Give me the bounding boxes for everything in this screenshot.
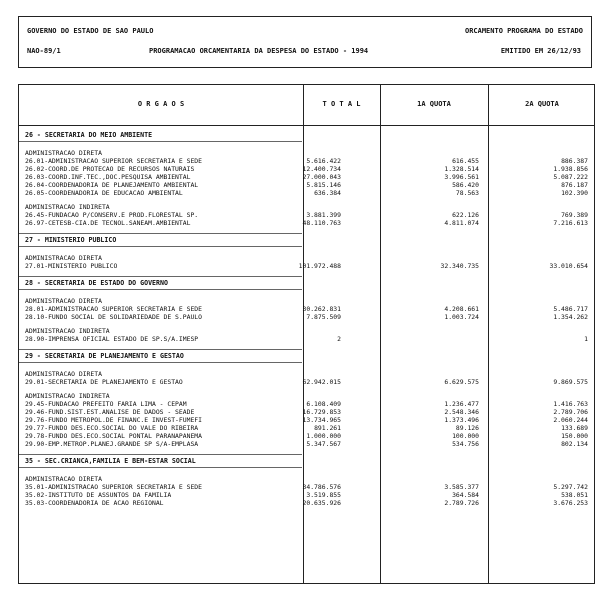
row-quota1: 3.996.561 — [444, 173, 479, 181]
group-label-text: ADMINISTRACAO INDIRETA — [25, 327, 110, 335]
row-name: 28.90-IMPRENSA OFICIAL ESTADO DE SP.S/A.IMESP — [25, 335, 199, 343]
row-name: 26.01-ADMINISTRACAO SUPERIOR SECRETARIA E SEDE — [25, 157, 202, 165]
row-quota2: 769.389 — [561, 211, 588, 219]
row-quota1: 4.811.074 — [444, 219, 479, 227]
row-name: 35.02-INSTITUTO DE ASSUNTOS DA FAMILIA — [25, 491, 172, 499]
row-name: 26.05-COORDENADORIA DE EDUCACAO AMBIENTAL — [25, 189, 183, 197]
row-total: 12.400.734 — [302, 165, 341, 173]
row-quota2: 3.676.253 — [553, 499, 588, 507]
row-total: 27.000.043 — [302, 173, 341, 181]
row-quota2: 876.187 — [561, 181, 588, 189]
row-quota1: 4.208.661 — [444, 305, 479, 313]
budget-table — [18, 84, 595, 584]
column-header-orgaos: O R G A O S — [137, 100, 185, 108]
row-quota2: 2.789.706 — [553, 408, 588, 416]
row-total: 636.384 — [314, 189, 341, 197]
row-quota2: 7.216.613 — [553, 219, 588, 227]
row-total: 7.875.509 — [306, 313, 341, 321]
section-title: 29 - SECRETARIA DE PLANEJAMENTO E GESTAO — [25, 352, 184, 360]
section-divider — [19, 467, 302, 468]
section-title: 26 - SECRETARIA DO MEIO AMBIENTE — [25, 131, 153, 139]
group-label-text: ADMINISTRACAO DIRETA — [25, 370, 102, 378]
section-divider — [19, 362, 302, 363]
row-name: 28.01-ADMINISTRACAO SUPERIOR SECRETARIA E SEDE — [25, 305, 202, 313]
group-label-text: ADMINISTRACAO DIRETA — [25, 254, 102, 262]
row-total: 16.729.853 — [302, 408, 341, 416]
row-total: 48.110.763 — [302, 219, 341, 227]
row-name: 29.46-FUND.SIST.EST.ANALISE DE DADOS - SEADE — [25, 408, 195, 416]
row-quota1: 78.563 — [455, 189, 479, 197]
row-quota1: 2.548.346 — [444, 408, 479, 416]
column-header-total: T O T A L — [322, 100, 361, 108]
row-total: 62.942.015 — [302, 378, 341, 386]
table-row — [19, 313, 594, 322]
row-quota2: 1.354.262 — [553, 313, 588, 321]
row-name: 27.01-MINISTERIO PUBLICO — [25, 262, 118, 270]
row-quota1: 1.236.477 — [444, 400, 479, 408]
budget-title: ORCAMENTO PROGRAMA DO ESTADO — [464, 27, 583, 35]
group-label-text: ADMINISTRACAO INDIRETA — [25, 203, 110, 211]
row-total: 2 — [337, 335, 341, 343]
row-total: 3.881.399 — [306, 211, 341, 219]
row-quota1: 616.455 — [452, 157, 479, 165]
row-name: 29.77-FUNDO DES.ECO.SOCIAL DO VALE DO RIBEIRA — [25, 424, 199, 432]
row-quota2: 33.010.654 — [549, 262, 588, 270]
table-row — [19, 189, 594, 198]
row-name: 29.01-SECRETARIA DE PLANEJAMENTO E GESTAO — [25, 378, 183, 386]
row-total: 891.261 — [314, 424, 341, 432]
section-divider — [19, 276, 302, 277]
row-total: 30.262.831 — [302, 305, 341, 313]
row-quota1: 364.584 — [452, 491, 479, 499]
section-title: 27 - MINISTERIO PUBLICO — [25, 236, 117, 244]
row-quota1: 2.789.726 — [444, 499, 479, 507]
section-divider — [19, 246, 302, 247]
header-divider — [19, 125, 594, 126]
row-quota2: 802.134 — [561, 440, 588, 448]
row-total: 13.734.965 — [302, 416, 341, 424]
government-title: GOVERNO DO ESTADO DE SAO PAULO — [27, 27, 154, 35]
row-quota2: 9.869.575 — [553, 378, 588, 386]
row-quota2: 133.689 — [561, 424, 588, 432]
row-total: 6.108.409 — [306, 400, 341, 408]
section-title: 35 - SEC.CRIANCA,FAMILIA E BEM-ESTAR SOCIAL — [25, 457, 196, 465]
table-row — [19, 378, 594, 387]
row-quota1: 586.420 — [452, 181, 479, 189]
row-total: 34.786.576 — [302, 483, 341, 491]
row-quota2: 5.297.742 — [553, 483, 588, 491]
table-row — [19, 335, 594, 344]
row-name: 28.10-FUNDO SOCIAL DE SOLIDARIEDADE DE S.PAULO — [25, 313, 202, 321]
section-divider — [19, 349, 302, 350]
row-quota1: 6.629.575 — [444, 378, 479, 386]
column-header-quota2: 2A QUOTA — [525, 100, 559, 108]
row-quota1: 100.000 — [452, 432, 479, 440]
row-quota1: 32.340.735 — [440, 262, 479, 270]
row-quota1: 1.373.496 — [444, 416, 479, 424]
row-name: 26.04-COORDENADORIA DE PLANEJAMENTO AMBIENTAL — [25, 181, 199, 189]
row-quota1: 89.126 — [455, 424, 479, 432]
row-name: 29.78-FUNDO DES.ECO.SOCIAL PONTAL PARANAPANEMA — [25, 432, 202, 440]
row-name: 35.01-ADMINISTRACAO SUPERIOR SECRETARIA E SEDE — [25, 483, 202, 491]
row-name: 26.97-CETESB-CIA.DE TECNOL.SANEAM.AMBIENTAL — [25, 219, 191, 227]
row-quota1: 1.003.724 — [444, 313, 479, 321]
row-total: 20.635.926 — [302, 499, 341, 507]
group-label-text: ADMINISTRACAO INDIRETA — [25, 392, 110, 400]
report-header — [18, 16, 592, 68]
row-quota1: 622.126 — [452, 211, 479, 219]
row-total: 101.972.488 — [298, 262, 341, 270]
group-label-text: ADMINISTRACAO DIRETA — [25, 149, 102, 157]
report-code: NAO-89/1 — [27, 47, 61, 55]
table-row — [19, 440, 594, 449]
row-quota2: 2.060.244 — [553, 416, 588, 424]
table-row — [19, 219, 594, 228]
table-row — [19, 262, 594, 271]
section-title: 28 - SECRETARIA DE ESTADO DO GOVERNO — [25, 279, 168, 287]
row-quota1: 3.585.377 — [444, 483, 479, 491]
row-name: 26.45-FUNDACAO P/CONSERV.E PROD.FLORESTAL SP. — [25, 211, 199, 219]
column-header-quota1: 1A QUOTA — [417, 100, 451, 108]
table-row — [19, 499, 594, 508]
row-total: 5.616.422 — [306, 157, 341, 165]
row-total: 5.815.146 — [306, 181, 341, 189]
row-name: 29.45-FUNDACAO PREFEITO FARIA LIMA - CEPAM — [25, 400, 187, 408]
section-divider — [19, 233, 302, 234]
row-quota2: 886.387 — [561, 157, 588, 165]
row-name: 29.90-EMP.METROP.PLANEJ.GRANDE SP S/A-EMPLASA — [25, 440, 199, 448]
section-divider — [19, 289, 302, 290]
group-label-text: ADMINISTRACAO DIRETA — [25, 297, 102, 305]
section-divider — [19, 454, 302, 455]
row-quota2: 1.938.856 — [553, 165, 588, 173]
row-quota2: 1 — [584, 335, 588, 343]
row-quota2: 102.390 — [561, 189, 588, 197]
row-name: 29.76-FUNDO METROPOL.DE FINANC.E INVEST-FUMEFI — [25, 416, 202, 424]
row-quota1: 1.328.514 — [444, 165, 479, 173]
row-quota2: 5.087.222 — [553, 173, 588, 181]
issue-date: EMITIDO EM 26/12/93 — [500, 47, 581, 55]
row-total: 1.000.000 — [306, 432, 341, 440]
row-total: 3.519.855 — [306, 491, 341, 499]
row-quota2: 150.000 — [561, 432, 588, 440]
section-divider — [19, 141, 302, 142]
group-label-text: ADMINISTRACAO DIRETA — [25, 475, 102, 483]
row-quota2: 538.051 — [561, 491, 588, 499]
row-total: 5.347.567 — [306, 440, 341, 448]
row-name: 26.03-COORD.INF.TEC.,DOC.PESQUISA AMBIENTAL — [25, 173, 191, 181]
row-name: 26.02-COORD.DE PROTECAO DE RECURSOS NATURAIS — [25, 165, 195, 173]
row-quota2: 1.416.763 — [553, 400, 588, 408]
row-quota1: 534.756 — [452, 440, 479, 448]
row-name: 35.03-COORDENADORIA DE ACAO REGIONAL — [25, 499, 164, 507]
row-quota2: 5.486.717 — [553, 305, 588, 313]
report-title: PROGRAMACAO ORCAMENTARIA DA DESPESA DO ESTADO - 1994 — [149, 47, 369, 55]
